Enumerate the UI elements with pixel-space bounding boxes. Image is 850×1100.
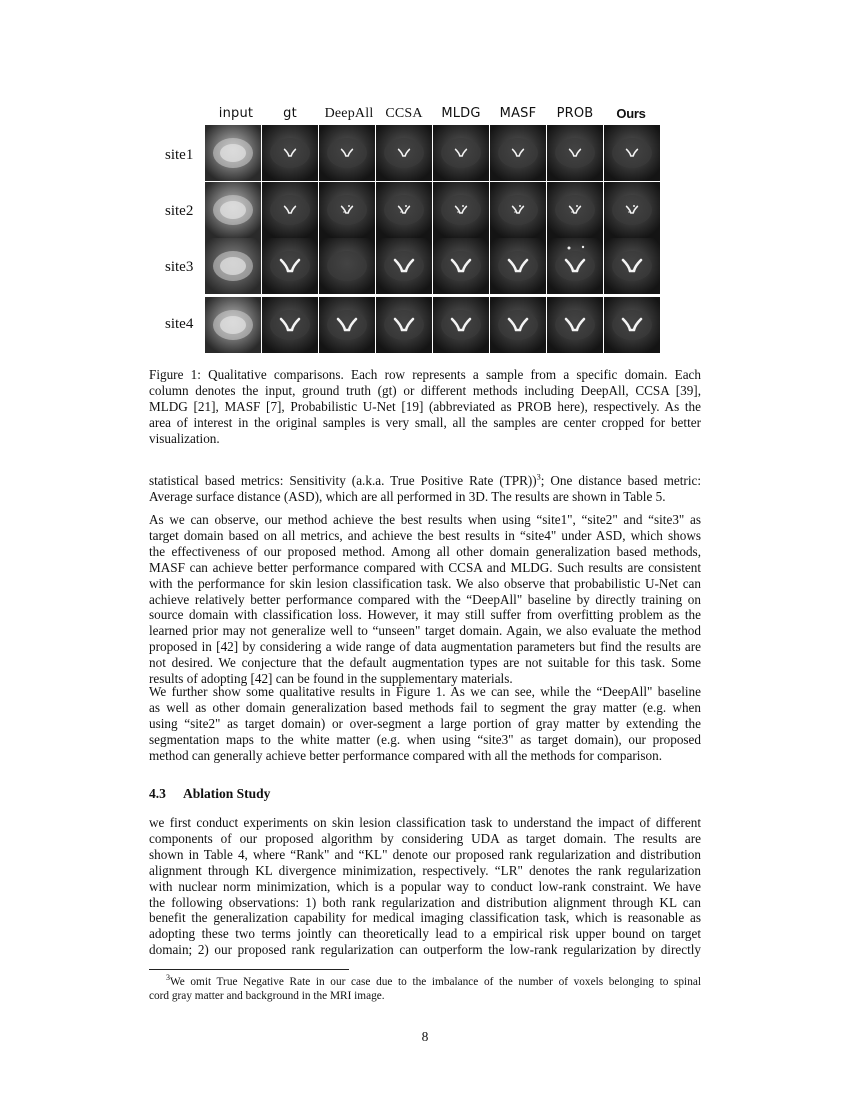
column-header-deepall: DeepAll [324,106,374,121]
paragraph-line: domain; 2) our proposed rank regularization can outperform the low-rank regularization by directly [149,942,701,958]
paragraph-line: using “site2" as target domain) or over-segment a large portion of gray matter by extending the [149,715,701,731]
figure-thumbnail [319,297,375,353]
row-label-site3: site3 [165,259,194,275]
paragraph-line: As we can observe, our method achieve the best results when using “site1", “site2" and “site3" as [149,512,701,527]
metrics-text-b: ; One distance based metric: [540,473,701,488]
paragraph-line: with nuclear norm minimization, which is a popular way to conduct low-rank constraint. We have [149,878,701,894]
figure-thumbnail [205,182,261,238]
paragraph-line: components of our proposed algorithm by considering UDA as target domain. The results are [149,830,701,846]
paragraph-line: source domain with classification loss. However, it may still suffer from overfitting problem as the [149,607,701,623]
paragraph-line: with the performance for skin lesion classification task. We also observe that probabilistic U-Net can [149,575,701,591]
figure-thumbnail [376,182,432,238]
row-label-site2: site2 [165,203,194,219]
footnote-line [149,975,701,989]
figure-thumbnail [262,125,318,181]
column-header-prob: PROB [556,106,594,121]
figure-image-grid [205,125,660,363]
footnote-ref: 3 [536,472,541,482]
paragraph-line: we first conduct experiments on skin lesion classification task to understand the impact of different [149,815,701,830]
paragraph-line: benefit the generalization capability for medical imaging classification task, which is reasonable as [149,910,701,926]
figure-thumbnail [205,297,261,353]
footnote [149,975,701,1003]
row-label-site1: site1 [165,147,194,163]
figure-thumbnail [433,182,489,238]
caption-line: MLDG [21], MASF [7], Probabilistic U-Net [19] (abbreviated as PROB here), respectively. As the [149,398,701,414]
paragraph-line: not desired. We conjecture that the default augmentation types are not suitable for this task. Some [149,655,701,671]
figure-caption [149,367,701,447]
caption-line: column denotes the input, ground truth (gt) or different methods including DeepAll, CCSA [39], [149,382,701,398]
paragraph-line: as well as other domain generalization based methods fail to segment the gray matter (e.g. when [149,699,701,715]
figure-thumbnail [205,238,261,294]
paragraph-line: learned prior may not generalize well to “unseen" target domain. Again, we also evaluate the method [149,623,701,639]
metrics-text-a: statistical based metrics: Sensitivity (a.k.a. True Positive Rate (TPR)) [149,473,537,488]
paragraph-line: method can generally achieve better performance compared with all the methods for comparison. [149,747,663,763]
figure-thumbnail [262,182,318,238]
caption-line: visualization. [149,430,220,446]
paragraph-line: target domain based on all metrics, and achieve the best results in “site4" under ASD, which shows [149,527,701,543]
paragraph-line [149,473,701,489]
figure-thumbnail [319,125,375,181]
paragraph-line: the effectiveness of our proposed method. Among all other domain generalization based methods, [149,543,701,559]
figure-thumbnail [604,297,660,353]
section-heading [149,786,270,802]
figure-thumbnail [490,297,546,353]
paragraph-line: MASF can achieve better performance compared with CCSA and MLDG. Such results are consistent [149,559,701,575]
paragraph-line: results of adopting [42] can be found in the supplementary materials. [149,671,513,687]
figure-thumbnail [547,125,603,181]
column-header-ccsa: CCSA [385,106,423,121]
paragraph-line: alignment through KL divergence minimization, respectively. “LR" denotes the rank regularization [149,862,701,878]
figure-thumbnail [376,125,432,181]
paragraph-line: adopting these two terms jointly can theoretically lead to a empirical risk upper bound on target [149,926,701,942]
figure-thumbnail [490,238,546,294]
section-title: Ablation Study [183,786,271,801]
figure-thumbnail [262,238,318,294]
paragraph-qualitative [149,684,701,764]
paragraph-line: Average surface distance (ASD), which are all performed in 3D. The results are shown in Table 5. [149,488,666,504]
caption-line: area of interest in the original samples is very small, all the samples are center cropped for better [149,414,701,430]
paragraph-line: achieve relatively better performance compared with the “DeepAll" baseline by directly training on [149,591,701,607]
row-label-site4: site4 [165,316,194,332]
footnote-line: cord gray matter and background in the MRI image. [149,990,385,1002]
figure-thumbnail [205,125,261,181]
figure-thumbnail [319,182,375,238]
figure-thumbnail [433,125,489,181]
figure-thumbnail [433,297,489,353]
figure-thumbnail [262,297,318,353]
column-header-mldg: MLDG [441,106,481,121]
figure-thumbnail [604,238,660,294]
figure-thumbnail [547,297,603,353]
section-number: 4.3 [149,786,166,801]
figure-thumbnail [604,182,660,238]
column-header-input: input [218,106,254,121]
figure-thumbnail [433,238,489,294]
paragraph-ablation [149,815,701,958]
figure-thumbnail [490,182,546,238]
caption-line: Figure 1: Qualitative comparisons. Each row represents a sample from a specific domain. Each [149,367,701,382]
figure-thumbnail [547,238,603,294]
page-number: 8 [421,1029,429,1044]
figure-thumbnail [319,238,375,294]
figure-thumbnail [490,125,546,181]
figure-thumbnail [547,182,603,238]
paragraph-line: segmentation maps to the white matter (e.g. when using “site3" as target domain), our proposed [149,731,701,747]
paragraph-line: We further show some qualitative results in Figure 1. As we can see, while the “DeepAll" baseline [149,684,701,699]
figure-thumbnail [604,125,660,181]
figure-thumbnail [376,297,432,353]
column-header-ours: Ours [616,106,646,121]
footnote-mark: 3 [166,973,170,983]
paragraph-results [149,512,701,687]
paragraph-metrics [149,473,701,505]
paragraph-line: proposed in [42] by considering a wide range of data augmentation parameters but find the results are [149,639,701,655]
paragraph-line: the following observations: 1) both rank regularization and distribution alignment through KL can [149,894,701,910]
footnote-text-1: We omit True Negative Rate in our case due to the imbalance of the number of voxels belonging to spinal [170,976,701,988]
column-header-masf: MASF [499,106,537,121]
column-header-gt: gt [283,106,297,121]
figure-thumbnail [376,238,432,294]
footnote-rule [149,969,349,970]
paragraph-line: shown in Table 4, where “Rank" and “KL" denote our proposed rank regularization and distribution [149,846,701,862]
